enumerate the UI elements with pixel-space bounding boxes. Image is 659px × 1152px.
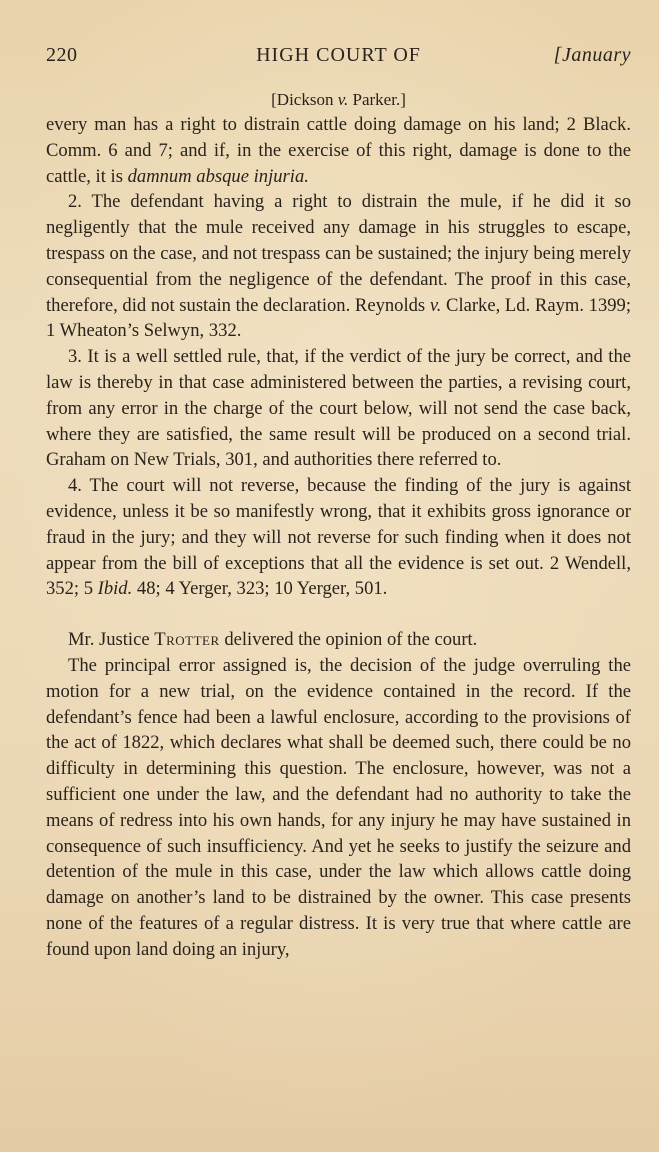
running-title: HIGH COURT OF [256,44,421,66]
body-text [46,112,631,963]
paragraph-6-text: The principal error assigned is, the decision of the judge overruling the motion for a new trial, on the evidence contained in the record. If the defendant’s fence had been a lawful enclosure, according to the provisions of the act of 1822, which declares what shall be deemed such, there could be no difficulty in determining this question. The enclosure, however, was not a sufficient one under the law, and the defendant had no authority to take the means of redress into his own hands, for any injury he may have sustained in consequence of such insufficiency. And yet he seeks to justify the seizure and detention of the mule in this case, under the law which allows cattle doing damage on another’s land to be distrained by the owner. This case presents none of the features of a regular distress. It is very true that where cattle are found upon land doing an injury, [46,654,631,960]
paragraph-5-text: Mr. Justice [68,629,155,651]
paragraph-4 [46,473,631,602]
page-header [46,44,631,72]
paragraph-4-italic: Ibid. [97,578,133,600]
page-number: 220 [46,44,78,66]
paragraph-3 [46,344,631,473]
paragraph-5-text-end: delivered the opinion of the court. [219,629,478,651]
paragraph-2-italic: v. [429,294,442,316]
paragraph-5 [46,627,631,653]
justice-name: Trotter [154,629,220,651]
paragraph-1-text: every man has a right to distrain cattle doing damage on his land; 2 Black. Comm. 6 and 7; and if, in the exercise of this right, damage is done to the cattle, it is [46,114,631,187]
case-reference [46,90,631,110]
case-reference-close: Parker.] [348,90,406,109]
paragraph-6 [46,653,631,963]
paragraph-3-text: 3. It is a well settled rule, that, if the verdict of the jury be correct, and the law is thereby in that case administered between the parties, a revising court, from any error in the charge of the court below, will not send the case back, where they are satisfied, the same result will be produced on a second trial. Graham on New Trials, 301, and authorities there referred to. [46,346,631,471]
case-reference-versus: v. [337,90,349,109]
running-date: [January [553,44,631,66]
section-gap [46,602,631,627]
case-reference-open: [Dickson [271,90,338,109]
paragraph-1 [46,112,631,189]
paragraph-2 [46,189,631,344]
paragraph-1-italic: damnum absque injuria. [127,165,309,187]
paragraph-2-text: 2. The defendant having a right to distrain the mule, if he did it so negligently that the mule received any damage in his struggles to escape, trespass on the case, and not trespass can be sustained; the injury being merely consequential from the negligence of the defendant. The proof in this case, therefore, did not sustain the declaration. Reynolds [46,191,631,316]
paragraph-4-text: 4. The court will not reverse, because the finding of the jury is against evidence, unless it be so manifestly wrong, that it exhibits gross ignorance or fraud in the jury; and they will not reverse for such finding when it does not appear from the bill of exceptions that all the evidence is set out. 2 Wendell, 352; 5 [46,475,631,600]
paragraph-4-text-end: 48; 4 Yerger, 323; 10 Yerger, 501. [132,578,388,600]
paragraph-2-text-end: Clarke, Ld. Raym. 1399; 1 Wheaton’s Selwyn, 332. [46,294,632,342]
